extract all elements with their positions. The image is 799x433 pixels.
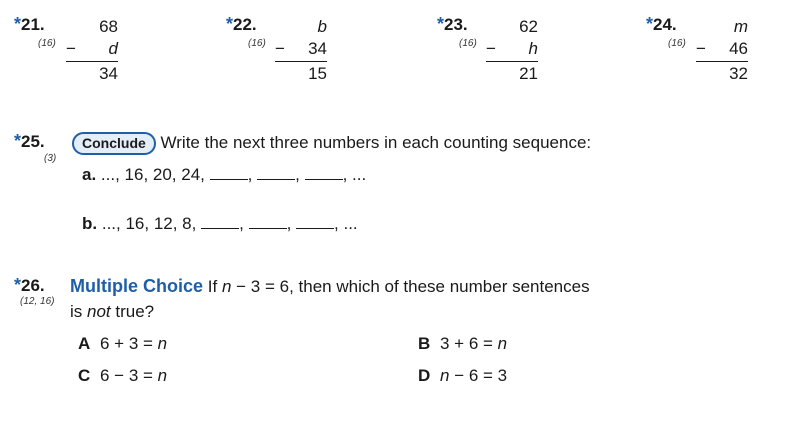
comma: , bbox=[295, 165, 300, 184]
subtrahend: d bbox=[108, 39, 118, 58]
problem-25-prompt: Write the next three numbers in each counting sequence: bbox=[160, 133, 592, 152]
comma: , bbox=[247, 165, 253, 184]
problem-23-header bbox=[437, 14, 468, 35]
problem-21-header bbox=[14, 14, 45, 35]
sequence-text: ..., 16, 20, 24, bbox=[100, 165, 205, 184]
answer-rule bbox=[696, 61, 748, 62]
difference: 32 bbox=[729, 64, 748, 83]
subtrahend: h bbox=[528, 39, 538, 58]
problem-26-question-line1 bbox=[70, 276, 590, 297]
star-marker: * bbox=[14, 14, 22, 34]
lesson-ref: (16) bbox=[38, 38, 56, 49]
answer-blank[interactable] bbox=[257, 165, 295, 180]
choice-b[interactable] bbox=[418, 334, 507, 354]
answer-blank[interactable] bbox=[249, 214, 287, 229]
problem-22-header bbox=[226, 14, 257, 35]
question-not: not bbox=[87, 302, 111, 321]
problem-24-header bbox=[646, 14, 677, 35]
sequence-b bbox=[82, 214, 358, 234]
answer-blank[interactable] bbox=[305, 165, 343, 180]
answer-rule bbox=[486, 61, 538, 62]
choice-letter: B bbox=[418, 334, 431, 353]
star-marker: * bbox=[14, 131, 22, 151]
answer-blank[interactable] bbox=[201, 214, 239, 229]
minus-sign: − bbox=[696, 39, 706, 58]
difference: 15 bbox=[308, 64, 327, 83]
subtrahend: 46 bbox=[729, 39, 748, 58]
lesson-ref: (12, 16) bbox=[20, 296, 55, 307]
question-variable: n bbox=[221, 277, 232, 296]
answer-blank[interactable] bbox=[296, 214, 334, 229]
problem-number: 24. bbox=[653, 15, 677, 34]
star-marker: * bbox=[437, 14, 445, 34]
ellipsis: , ... bbox=[342, 165, 367, 184]
choice-variable: n bbox=[157, 334, 168, 353]
choice-expression: 6 − 3 = bbox=[100, 366, 153, 385]
choice-letter: A bbox=[78, 334, 91, 353]
subtrahend-row bbox=[696, 38, 748, 60]
choice-variable: n bbox=[157, 366, 168, 385]
sequence-a bbox=[82, 165, 366, 185]
minuend: m bbox=[733, 17, 748, 36]
ellipsis: , ... bbox=[334, 214, 358, 233]
answer-rule bbox=[275, 61, 327, 62]
choice-letter: D bbox=[418, 366, 431, 385]
part-label: b. bbox=[82, 214, 98, 233]
minus-sign: − bbox=[486, 39, 496, 58]
subtrahend: 34 bbox=[308, 39, 327, 58]
sequence-text: ..., 16, 12, 8, bbox=[101, 214, 197, 233]
conclude-badge: Conclude bbox=[72, 132, 156, 155]
choice-expression: 3 + 6 = bbox=[440, 334, 493, 353]
problem-number: 22. bbox=[233, 15, 257, 34]
question-equation: − 3 = 6, then which of these number sentences bbox=[236, 277, 590, 296]
choice-variable: n bbox=[440, 366, 450, 385]
question-is: is bbox=[70, 302, 83, 321]
choice-c[interactable] bbox=[78, 366, 167, 386]
choice-variable: n bbox=[497, 334, 508, 353]
lesson-ref: (16) bbox=[459, 38, 477, 49]
minuend: 62 bbox=[519, 17, 538, 36]
problem-26-question-line2 bbox=[70, 302, 154, 322]
star-marker: * bbox=[226, 14, 234, 34]
choice-d[interactable] bbox=[418, 366, 507, 386]
lesson-ref: (16) bbox=[248, 38, 266, 49]
minuend: b bbox=[317, 17, 327, 36]
question-true: true? bbox=[115, 302, 155, 321]
problem-26-header bbox=[14, 275, 45, 296]
choice-expression: − 6 = 3 bbox=[454, 366, 508, 385]
problem-22-vertical bbox=[275, 16, 327, 85]
answer-blank[interactable] bbox=[210, 165, 248, 180]
choice-a[interactable] bbox=[78, 334, 167, 354]
difference: 21 bbox=[519, 64, 538, 83]
problem-number: 25. bbox=[21, 132, 45, 151]
question-if: If bbox=[207, 277, 218, 296]
comma: , bbox=[239, 214, 244, 233]
answer-rule bbox=[66, 61, 118, 62]
comma: , bbox=[286, 214, 292, 233]
problem-23-vertical bbox=[486, 16, 538, 85]
choice-expression: 6 + 3 = bbox=[100, 334, 153, 353]
part-label: a. bbox=[82, 165, 97, 184]
minuend: 68 bbox=[99, 17, 118, 36]
subtrahend-row bbox=[486, 38, 538, 60]
problem-number: 21. bbox=[21, 15, 45, 34]
subtrahend-row bbox=[275, 38, 327, 60]
problem-24-vertical bbox=[696, 16, 748, 85]
lesson-ref: (3) bbox=[44, 153, 57, 164]
problem-25-prompt-line bbox=[72, 132, 591, 155]
problem-21-vertical bbox=[66, 16, 118, 85]
star-marker: * bbox=[14, 275, 22, 295]
subtrahend-row bbox=[66, 38, 118, 60]
choice-letter: C bbox=[78, 366, 91, 385]
star-marker: * bbox=[646, 14, 654, 34]
problem-number: 23. bbox=[444, 15, 468, 34]
minus-sign: − bbox=[66, 39, 76, 58]
problem-25-header bbox=[14, 131, 45, 152]
difference: 34 bbox=[99, 64, 118, 83]
minus-sign: − bbox=[275, 39, 285, 58]
problem-number: 26. bbox=[21, 276, 45, 295]
multiple-choice-title: Multiple Choice bbox=[70, 276, 204, 296]
lesson-ref: (16) bbox=[668, 38, 686, 49]
